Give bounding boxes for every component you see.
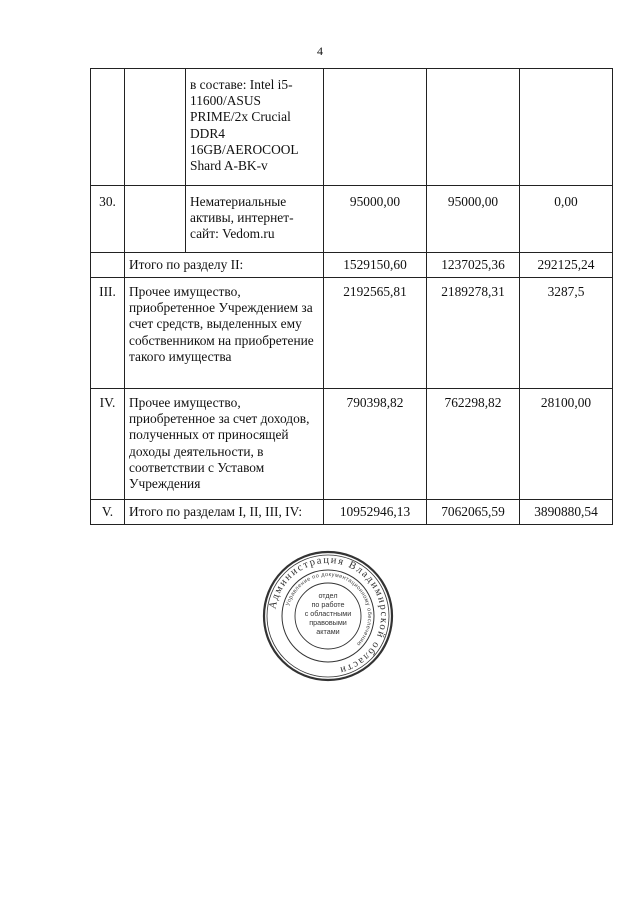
- row-name: Прочее имущество, приобретенное за счет доходов, полученных от приносящей доходы деятельности, в соответствии с Уставом Учреждения: [125, 389, 324, 500]
- table-row: [91, 500, 613, 525]
- row-value-3: 292125,24: [520, 253, 613, 278]
- row-value-1: 10952946,13: [324, 500, 427, 525]
- row-number: [91, 253, 125, 278]
- row-name: Прочее имущество, приобретенное Учреждением за счет средств, выделенных ему собственником на приобретение такого имущества: [125, 278, 324, 389]
- table-row: [91, 186, 613, 253]
- row-name: Итого по разделу II:: [125, 253, 324, 278]
- row-value-2: 1237025,36: [427, 253, 520, 278]
- row-value-1: 1529150,60: [324, 253, 427, 278]
- seal-center-line: по работе: [311, 600, 345, 609]
- page-number: 4: [317, 44, 323, 58]
- row-code: [125, 186, 186, 253]
- row-value-1: [324, 69, 427, 186]
- row-number: [91, 69, 125, 186]
- row-value-2: 7062065,59: [427, 500, 520, 525]
- row-value-2: 95000,00: [427, 186, 520, 253]
- row-code: [125, 69, 186, 186]
- row-value-3: [520, 69, 613, 186]
- table-row: [91, 69, 613, 186]
- row-value-2: 2189278,31: [427, 278, 520, 389]
- row-value-3: 28100,00: [520, 389, 613, 500]
- row-number: 30.: [91, 186, 125, 253]
- row-value-3: 0,00: [520, 186, 613, 253]
- row-value-3: 3890880,54: [520, 500, 613, 525]
- row-name: Нематериальные активы, интернет-сайт: Vedom.ru: [186, 186, 324, 253]
- row-value-2: 762298,82: [427, 389, 520, 500]
- row-value-1: 95000,00: [324, 186, 427, 253]
- row-number: IV.: [91, 389, 125, 500]
- seal-center-line: отдел: [318, 591, 338, 600]
- row-value-1: 790398,82: [324, 389, 427, 500]
- table-row: [91, 278, 613, 389]
- seal-center-line: правовыми: [309, 618, 347, 627]
- seal-center-line: актами: [316, 627, 340, 636]
- row-value-3: 3287,5: [520, 278, 613, 389]
- seal-inner-text: Управление по документационному обеспечению: [285, 571, 373, 647]
- row-number: V.: [91, 500, 125, 525]
- row-name: в составе: Intel i5-11600/ASUS PRIME/2x Crucial DDR4 16GB/AEROCOOL Shard A-BK-v: [186, 69, 324, 186]
- official-seal: [262, 550, 394, 682]
- row-name: Итого по разделам I, II, III, IV:: [125, 500, 324, 525]
- seal-outer-text: Администрация Владимирской области: [267, 554, 390, 676]
- table-row: [91, 253, 613, 278]
- property-table: [90, 68, 613, 525]
- row-number: III.: [91, 278, 125, 389]
- row-value-2: [427, 69, 520, 186]
- row-value-1: 2192565,81: [324, 278, 427, 389]
- seal-center-line: с областными: [304, 609, 352, 618]
- table-row: [91, 389, 613, 500]
